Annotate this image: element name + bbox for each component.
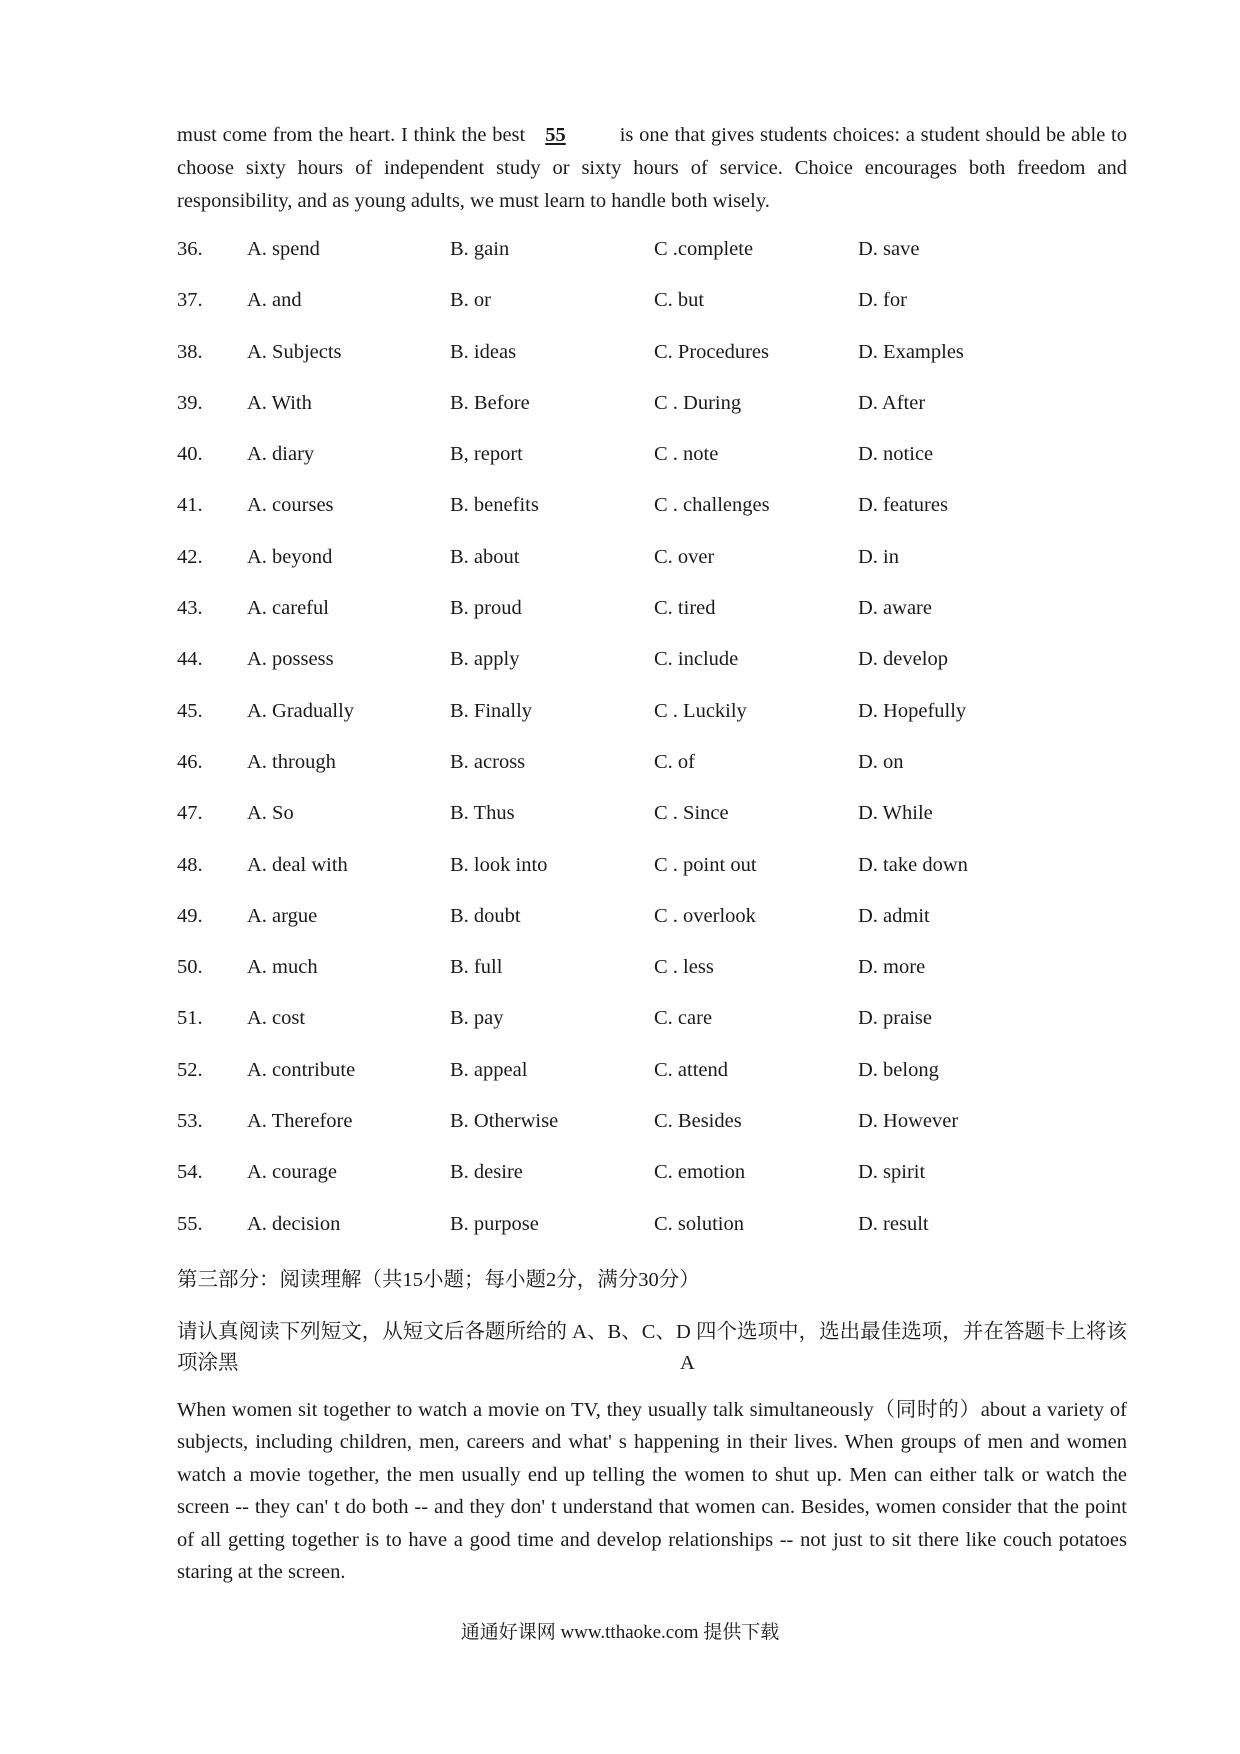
option-c: C . challenges — [654, 494, 770, 517]
option-a: A. So — [247, 802, 294, 825]
option-c: C. tired — [654, 597, 716, 620]
option-c: C. attend — [654, 1058, 729, 1081]
option-d: D. However — [858, 1110, 959, 1133]
question-row — [177, 439, 1127, 490]
option-d: D. spirit — [858, 1161, 926, 1184]
option-c: C. care — [654, 1007, 713, 1030]
passage-text-before-blank: must come from the heart. I think the best — [177, 124, 526, 146]
option-b: B. pay — [450, 1007, 504, 1030]
option-c: C. solution — [654, 1212, 744, 1235]
option-a: A. courage — [247, 1161, 337, 1184]
option-d: D. in — [858, 545, 899, 568]
question-number: 40. — [177, 443, 203, 466]
option-a: A. possess — [247, 648, 334, 671]
blank-55: 55 — [545, 124, 566, 146]
option-b: B. Otherwise — [450, 1110, 559, 1133]
option-d: D. praise — [858, 1007, 933, 1030]
question-row — [177, 901, 1127, 952]
question-number: 45. — [177, 699, 203, 722]
option-c: C. emotion — [654, 1161, 746, 1184]
option-b: B. look into — [450, 853, 548, 876]
question-number: 54. — [177, 1161, 203, 1184]
option-b: B. gain — [450, 238, 510, 260]
option-d: D. While — [858, 802, 933, 825]
option-d: D. more — [858, 956, 926, 979]
question-number: 46. — [177, 750, 203, 773]
option-d: D. for — [858, 289, 907, 312]
question-row — [177, 1106, 1127, 1157]
option-d: D. notice — [858, 443, 934, 466]
option-c: C . During — [654, 391, 742, 414]
section-instructions: 请认真阅读下列短文，从短文后各题所给的 A、B、C、D 四个选项中，选出最佳选项，并在答题卡上将该项涂黑 — [177, 1321, 1127, 1374]
question-row — [177, 337, 1127, 388]
option-a: A. contribute — [247, 1058, 356, 1081]
option-b: B. Finally — [450, 699, 533, 722]
option-b: B. about — [450, 545, 520, 568]
option-c: C. but — [654, 289, 705, 312]
option-a: A. spend — [247, 238, 320, 260]
option-a: A. diary — [247, 443, 315, 466]
page-footer: 通通好课网 www.tthaoke.com 提供下载 — [460, 1622, 780, 1643]
option-c: C .complete — [654, 238, 754, 260]
option-a: A. decision — [247, 1212, 341, 1235]
question-number: 47. — [177, 802, 203, 825]
option-d: D. take down — [858, 853, 968, 876]
option-d: D. After — [858, 391, 926, 414]
question-number: 44. — [177, 648, 203, 671]
question-number: 39. — [177, 391, 203, 414]
option-c: C . overlook — [654, 904, 756, 927]
question-number: 42. — [177, 545, 203, 568]
option-c: C . Since — [654, 802, 729, 825]
option-d: D. Examples — [858, 340, 964, 363]
question-row — [177, 593, 1127, 644]
question-number: 43. — [177, 597, 203, 620]
question-number: 41. — [177, 494, 203, 517]
question-row — [177, 1003, 1127, 1054]
question-number: 50. — [177, 956, 203, 979]
option-a: A. deal with — [247, 853, 348, 876]
option-b: B. benefits — [450, 494, 539, 517]
option-a: A. beyond — [247, 545, 333, 568]
question-row — [177, 1157, 1127, 1208]
question-row — [177, 644, 1127, 695]
option-a: A. Gradually — [247, 699, 355, 722]
option-a: A. argue — [247, 904, 318, 927]
option-d: D. develop — [858, 648, 948, 671]
question-row — [177, 850, 1127, 901]
option-d: D. result — [858, 1212, 929, 1235]
option-c: C. Procedures — [654, 340, 770, 363]
option-a: A. and — [247, 289, 302, 312]
option-a: A. cost — [247, 1007, 306, 1030]
option-b: B. across — [450, 750, 526, 773]
reading-passage-a: When women sit together to watch a movie on TV, they usually talk simultaneously（同时的）about a variety of subjects, including children, men, careers and what' s happening in their lives. When groups of men and women watch a movie together, the men usually end up telling the women to shut up. Men can either talk or watch the screen -- they can' t do both -- and they don' t understand that women can. Besides, women consider that the point of all getting together is to have a good time and develop relationships -- not just to sit there like couch potatoes staring at the screen. — [177, 1399, 1127, 1584]
option-d: D. features — [858, 494, 948, 517]
option-c: C. Besides — [654, 1110, 742, 1133]
option-b: B, report — [450, 443, 523, 466]
question-number: 38. — [177, 340, 203, 363]
question-row — [177, 234, 1127, 285]
question-number: 53. — [177, 1110, 203, 1133]
option-a: A. courses — [247, 494, 334, 517]
option-d: D. on — [858, 750, 904, 773]
option-a: A. much — [247, 956, 318, 979]
option-a: A. With — [247, 391, 312, 414]
option-a: A. through — [247, 750, 336, 773]
option-a: A. Therefore — [247, 1110, 353, 1133]
option-c: C. include — [654, 648, 739, 671]
option-c: C . note — [654, 443, 719, 466]
question-number: 37. — [177, 289, 203, 312]
option-b: B. doubt — [450, 904, 521, 927]
option-c: C . point out — [654, 853, 757, 876]
passage-label: A — [680, 1352, 695, 1374]
option-b: B. or — [450, 289, 491, 312]
option-c: C . Luckily — [654, 699, 747, 722]
question-row — [177, 798, 1127, 849]
cloze-passage-ending — [177, 119, 1127, 218]
question-number: 52. — [177, 1058, 203, 1081]
question-row — [177, 1209, 1127, 1260]
question-number: 51. — [177, 1007, 203, 1030]
question-number: 36. — [177, 238, 203, 260]
question-row — [177, 696, 1127, 747]
question-number: 55. — [177, 1212, 203, 1235]
question-row — [177, 952, 1127, 1003]
question-row — [177, 285, 1127, 336]
question-row — [177, 490, 1127, 541]
option-b: B. full — [450, 956, 503, 979]
option-d: D. admit — [858, 904, 930, 927]
option-a: A. Subjects — [247, 340, 342, 363]
question-number: 49. — [177, 904, 203, 927]
option-b: B. apply — [450, 648, 520, 671]
question-row — [177, 542, 1127, 593]
option-b: B. proud — [450, 597, 522, 620]
option-c: C . less — [654, 956, 714, 979]
question-row — [177, 747, 1127, 798]
question-row — [177, 1055, 1127, 1106]
option-b: B. desire — [450, 1161, 523, 1184]
option-d: D. save — [858, 238, 920, 260]
option-d: D. aware — [858, 597, 932, 620]
option-b: B. appeal — [450, 1058, 528, 1081]
option-b: B. Before — [450, 391, 530, 414]
option-c: C. of — [654, 750, 695, 773]
option-d: D. Hopefully — [858, 699, 967, 722]
question-number: 48. — [177, 853, 203, 876]
question-options-list — [177, 234, 1127, 1260]
option-a: A. careful — [247, 597, 329, 620]
question-row — [177, 388, 1127, 439]
option-b: B. ideas — [450, 340, 517, 363]
option-d: D. belong — [858, 1058, 939, 1081]
option-b: B. Thus — [450, 802, 515, 825]
passage-text-after-blank: is one that gives students choices: a student should be able to choose sixty hours of independent study or sixty hours of service. Choice encourages both freedom and responsibility, and as young adults, we must learn to handle both wisely. — [177, 124, 1127, 212]
option-c: C. over — [654, 545, 715, 568]
option-b: B. purpose — [450, 1212, 539, 1235]
section-title: 第三部分：阅读理解（共15小题；每小题2分，满分30分） — [177, 1269, 700, 1291]
